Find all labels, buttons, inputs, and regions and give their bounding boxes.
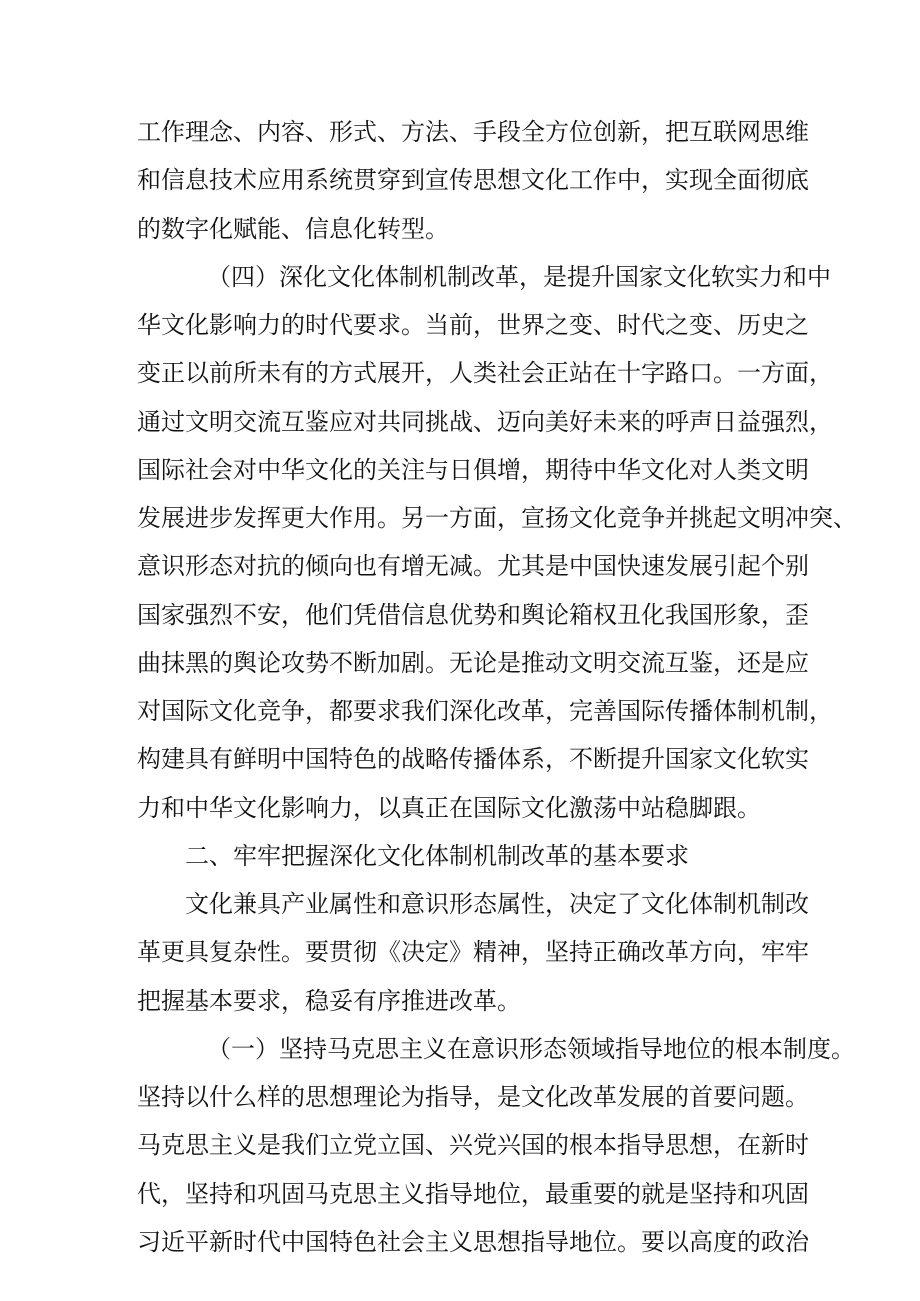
paragraph-2-line-10: 对国际文化竞争，都要求我们深化改革，完善国际传播体制机制， (137, 697, 833, 725)
paragraph-2-line-5: 国际社会对中华文化的关注与日俱增，期待中华文化对人类文明 (137, 455, 809, 484)
paragraph-2-line-1: （四）深化文化体制机制改革，是提升国家文化软实力和中 (207, 262, 831, 291)
paragraph-5-line-4: 代，坚持和巩固马克思主义指导地位，最重要的就是坚持和巩固 (137, 1179, 809, 1208)
paragraph-4-line-3: 把握基本要求，稳妥有序推进改革。 (137, 986, 521, 1015)
paragraph-4-line-2: 革更具复杂性。要贯彻《决定》精神，坚持正确改革方向，牢牢 (137, 938, 809, 967)
paragraph-1-line-1: 工作理念、内容、形式、方法、手段全方位创新，把互联网思维 (137, 118, 809, 146)
paragraph-2-line-4: 通过文明交流互鉴应对共同挑战、迈向美好未来的呼声日益强烈， (137, 407, 833, 436)
paragraph-1-line-3: 的数字化赋能、信息化转型。 (137, 214, 449, 243)
paragraph-5-line-1: （一）坚持马克思主义在意识形态领域指导地位的根本制度。 (207, 1034, 855, 1063)
paragraph-2-line-6: 发展进步发挥更大作用。另一方面，宣扬文化竞争并挑起文明冲突、 (137, 504, 857, 532)
document-body (137, 108, 857, 1266)
paragraph-2-line-7: 意识形态对抗的倾向也有增无减。尤其是中国快速发展引起个别 (137, 552, 809, 581)
paragraph-2-line-11: 构建具有鲜明中国特色的战略传播体系，不断提升国家文化软实 (137, 745, 809, 774)
paragraph-2-line-8: 国家强烈不安，他们凭借信息优势和舆论箱权丑化我国形象，歪 (137, 600, 809, 629)
paragraph-2-line-3: 变正以前所未有的方式展开，人类社会正站在十字路口。一方面， (137, 359, 833, 388)
paragraph-5-line-2: 坚持以什么样的思想理论为指导，是文化改革发展的首要问题。 (137, 1083, 809, 1111)
paragraph-1-line-2: 和信息技术应用系统贯穿到宣传思想文化工作中，实现全面彻底 (137, 166, 809, 195)
paragraph-2-line-2: 华文化影响力的时代要求。当前，世界之变、时代之变、历史之 (137, 311, 809, 339)
paragraph-2-line-12: 力和中华文化影响力，以真正在国际文化激荡中站稳脚跟。 (137, 793, 761, 822)
section-heading-2: 二、牢牢把握深化文化体制机制改革的基本要求 (185, 841, 689, 870)
paragraph-5-line-5: 习近平新时代中国特色社会主义思想指导地位。要以高度的政治 (137, 1227, 809, 1256)
paragraph-5-line-3: 马克思主义是我们立党立国、兴党兴国的根本指导思想，在新时 (137, 1131, 809, 1160)
paragraph-4-line-1: 文化兼具产业属性和意识形态属性，决定了文化体制机制改 (185, 890, 809, 918)
paragraph-2-line-9: 曲抹黑的舆论攻势不断加剧。无论是推动文明交流互鉴，还是应 (137, 648, 809, 677)
